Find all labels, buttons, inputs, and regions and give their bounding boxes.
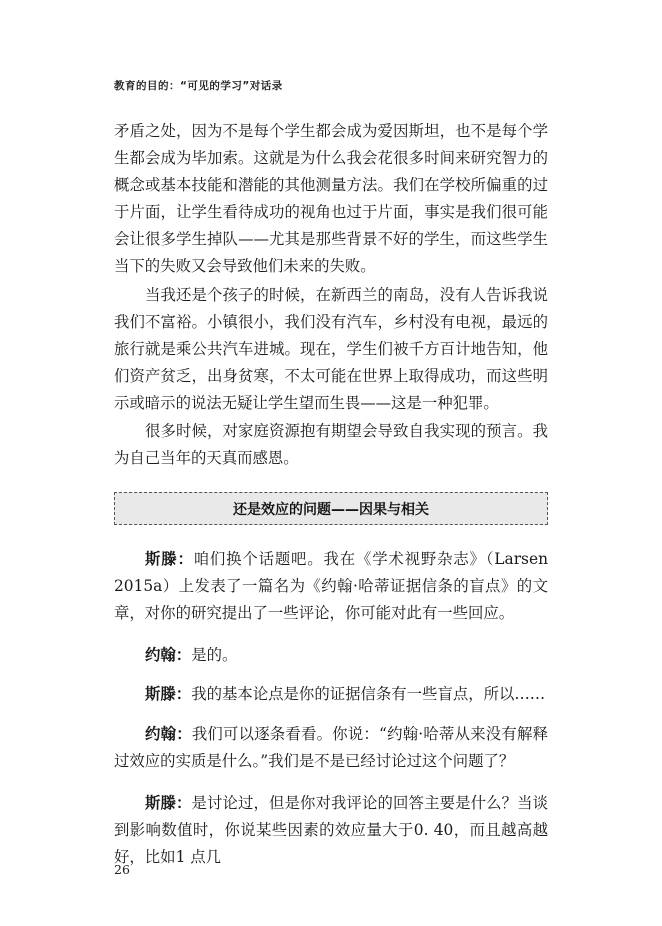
dialogue-text: 是讨论过，但是你对我评论的回答主要是什么？当谈到影响数值时，你说某些因素的效应量大于0. 40，而且越高越好，比如1 点几 (114, 794, 548, 866)
body-paragraph-3: 很多时候，对家庭资源抱有期望会导致自我实现的预言。我为自己当年的天真而感恩。 (114, 422, 548, 467)
dialogue-text: 是的。 (191, 646, 238, 664)
section-heading-box (114, 492, 548, 525)
speaker-label: 约翰： (145, 646, 192, 664)
speaker-label: 斯滕： (145, 794, 192, 812)
section-heading: 还是效应的问题——因果与相关 (233, 501, 429, 518)
body-paragraph-1: 矛盾之处，因为不是每个学生都会成为爱因斯坦，也不是每个学生都会成为毕加索。这就是为什么我会花很多时间来研究智力的概念或基本技能和潜能的其他测量方法。我们在学校所偏重的过于片面，让学生看待成功的视角也过于片面，事实是我们很可能会让很多学生掉队——尤其是那些背景不好的学生，而这些学生当下的失败又会导致他们未来的失败。 (114, 122, 548, 275)
body-paragraph-2: 当我还是个孩子的时候，在新西兰的南岛，没有人告诉我说我们不富裕。小镇很小，我们没有汽车，乡村没有电视，最远的旅行就是乘公共汽车进城。现在，学生们被千方百计地告知，他们资产贫乏，出身贫寒，不太可能在世界上取得成功，而这些明示或暗示的说法无疑让学生望而生畏——这是一种犯罪。 (114, 286, 548, 412)
dialogue-entry (114, 642, 548, 669)
running-head: 教育的目的：“可见的学习”对话录 (114, 80, 283, 92)
dialogue-entry (114, 681, 548, 708)
speaker-label: 斯滕： (145, 550, 194, 568)
dialogue-entry (114, 546, 548, 627)
dialogue-entry (114, 790, 548, 871)
speaker-label: 约翰： (145, 725, 192, 743)
dialogue-text: 咱们换个话题吧。我在《学术视野杂志》（Larsen 2015a）上发表了一篇名为《约翰·哈蒂证据信条的盲点》的文章，对你的研究提出了一些评论，你可能对此有一些回应。 (114, 550, 548, 622)
dialogue-text: 我的基本论点是你的证据信条有一些盲点，所以…… (191, 685, 546, 703)
speaker-label: 斯滕： (145, 685, 192, 703)
dialogue-text: 我们可以逐条看看。你说：“约翰·哈蒂从来没有解释过效应的实质是什么。”我们是不是已经讨论过这个问题了？ (114, 725, 548, 770)
page-number: 26 (114, 862, 130, 877)
dialogue-entry (114, 721, 548, 775)
